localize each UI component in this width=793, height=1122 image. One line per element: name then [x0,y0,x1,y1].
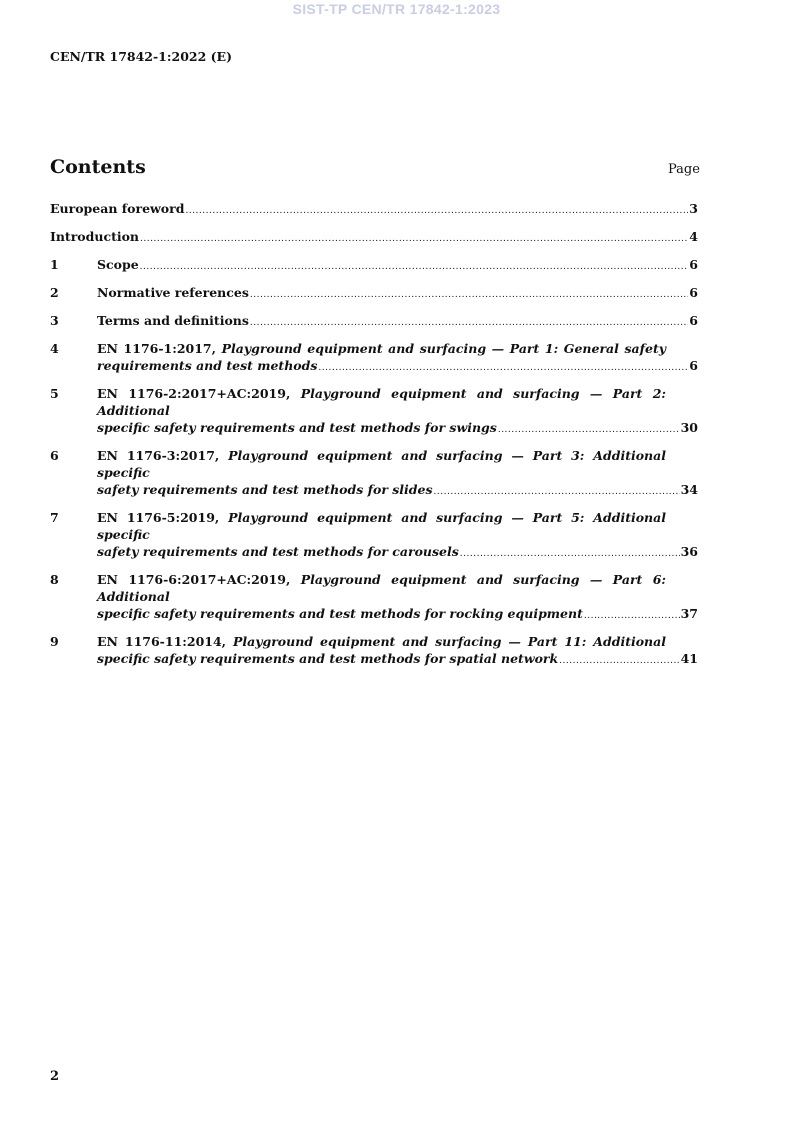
toc-entry-page: 6 [689,358,698,373]
watermark: SIST-TP CEN/TR 17842-1:2023 [292,1,501,17]
standard-title: Playground equipment and surfacing — Part 6: Additional [97,572,667,604]
standard-title: Playground equipment and surfacing — Part 1: General safety [221,341,666,356]
toc-entry-title-line-2: requirements and test methods [97,358,318,373]
contents-title: Contents [50,156,146,178]
toc-entry-page: 37 [680,606,698,621]
dot-leader [140,259,689,276]
standard-title: Playground equipment and surfacing — Part 2: Additional [97,386,667,418]
standard-reference: EN 1176-1:2017, [97,341,216,356]
toc-entry-number: 5 [50,386,59,401]
toc-entry-number: 6 [50,448,59,463]
dot-leader [185,203,688,220]
toc-entry-en-1176-5[interactable] [50,509,698,563]
toc-entry-title-line-1 [97,509,698,543]
standard-reference: EN 1176-11:2014, [97,634,227,649]
toc-entry-page: 4 [689,229,698,244]
toc-entry-page: 6 [689,285,698,300]
dot-leader [318,360,688,377]
toc-entry-en-1176-2[interactable] [50,385,698,439]
standard-title: Playground equipment and surfacing — Part 3: Additional specific [97,448,666,480]
toc-entry-european-foreword[interactable] [50,200,698,220]
toc-entry-page: 30 [680,420,698,435]
toc-entry-page: 6 [689,257,698,272]
toc-entry-title-line-2: safety requirements and test methods for carousels [97,544,459,559]
toc-entry-scope[interactable] [50,256,698,276]
toc-entry-title: Terms and definitions [97,313,249,328]
toc-entry-number: 9 [50,634,59,649]
toc-entry-en-1176-6[interactable] [50,571,698,625]
toc-entry-number: 7 [50,510,59,525]
dot-leader [140,231,688,248]
standard-title: Playground equipment and surfacing — Part 5: Additional specific [97,510,666,542]
toc-entry-page: 41 [680,651,698,666]
toc-entry-title-line-1 [97,385,698,419]
toc-entry-title: European foreword [50,201,185,216]
page-number: 2 [50,1069,60,1084]
toc-entry-title-line-1 [97,340,698,357]
toc-entry-title-line-2: safety requirements and test methods for slides [97,482,433,497]
toc-entry-number: 2 [50,285,59,300]
toc-entry-normative-references[interactable] [50,284,698,304]
standard-title: Playground equipment and surfacing — Part 11: Additional [232,634,666,649]
standard-reference: EN 1176-2:2017+AC:2019, [97,386,291,401]
dot-leader [584,608,680,625]
toc-entry-introduction[interactable] [50,228,698,248]
dot-leader [559,653,679,670]
table-of-contents [50,200,698,678]
dot-leader [250,287,688,304]
toc-entry-title-line-1 [97,447,698,481]
toc-entry-number: 1 [50,257,59,272]
dot-leader [434,484,680,501]
dot-leader [498,422,680,439]
toc-entry-number: 8 [50,572,59,587]
dot-leader [250,315,688,332]
toc-entry-en-1176-1[interactable] [50,340,698,377]
toc-entry-page: 34 [680,482,698,497]
standard-reference: EN 1176-5:2019, [97,510,220,525]
toc-entry-title: Introduction [50,229,140,244]
toc-entry-title-line-1 [97,571,698,605]
page-column-label: Page [668,162,700,177]
toc-entry-title-line-2: specific safety requirements and test methods for swings [97,420,497,435]
toc-entry-title: Normative references [97,285,249,300]
toc-entry-en-1176-11[interactable] [50,633,698,670]
toc-entry-title-line-2: specific safety requirements and test methods for rocking equipment [97,606,583,621]
toc-entry-title-line-1 [97,633,698,650]
standard-reference: EN 1176-6:2017+AC:2019, [97,572,291,587]
document-id: CEN/TR 17842-1:2022 (E) [50,49,232,64]
dot-leader [460,546,680,563]
toc-entry-page: 36 [680,544,698,559]
toc-entry-title: Scope [97,257,139,272]
toc-entry-title-line-2: specific safety requirements and test methods for spatial network [97,651,559,666]
toc-entry-number: 3 [50,313,59,328]
toc-entry-page: 3 [689,201,698,216]
toc-entry-terms-and-definitions[interactable] [50,312,698,332]
toc-entry-number: 4 [50,341,59,356]
standard-reference: EN 1176-3:2017, [97,448,220,463]
toc-entry-page: 6 [689,313,698,328]
toc-entry-en-1176-3[interactable] [50,447,698,501]
